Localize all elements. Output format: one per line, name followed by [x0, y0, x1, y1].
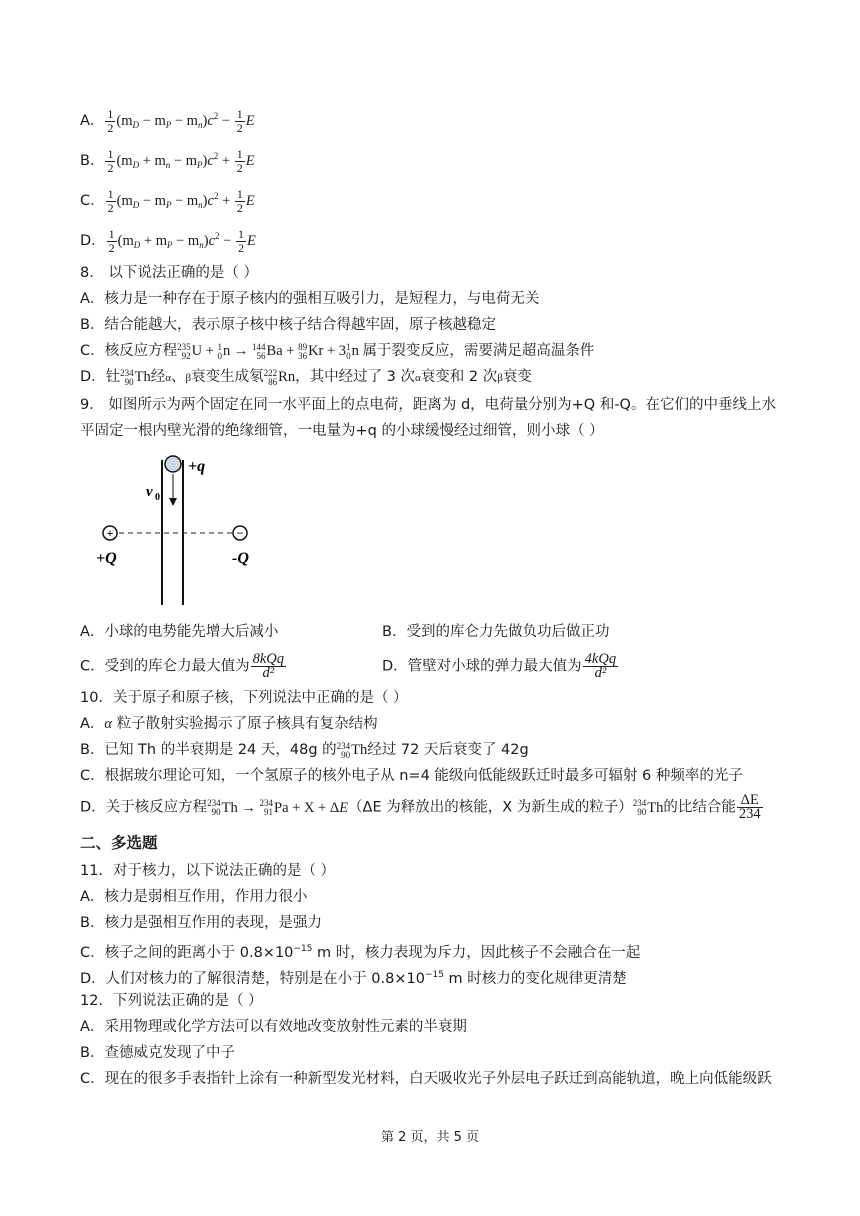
q9-stem-line1: 9． 如图所示为两个固定在同一水平面上的点电荷，距离为 d，电荷量分别为+Q 和-Q。在它们的中垂线上水 [80, 397, 776, 413]
q9-stem-line2: 平固定一根内壁光滑的绝缘细管，一电量为+q 的小球缓慢经过细管，则小球（ ） [80, 423, 604, 439]
label-plus-q-small: +q [188, 458, 206, 475]
q10-option-b: B．已知 Th 的半衰期是 24 天，48g 的 234 90 Th经过 72 天后衰变了 42g [80, 740, 529, 760]
q10-option-a: A．α 粒子散射实验揭示了原子核具有复杂结构 [80, 716, 378, 732]
q12-option-a: A．采用物理或化学方法可以有效地改变放射性元素的半衰期 [80, 1019, 467, 1035]
q9-option-c: C．受到的库仑力最大值为 $\frac{\text{8kQq}}{\text{d²}}$ [80, 651, 285, 681]
q11-option-b: B．核力是强相互作用的表现，是强力 [80, 915, 322, 931]
q10-option-d: D．关于核反应方程 234 90 Th → 234 91 Pa + X + ΔE（ΔE 为释放出的核能，X 为新生成的粒子） 234 90 Th的比结合能 $\frac{\Delta E}{234}$ [80, 792, 761, 822]
plus-charge-sign: + [106, 526, 114, 540]
page-footer: 第 2 页，共 5 页 [380, 1130, 480, 1145]
label-plus-Q: +Q [96, 550, 117, 567]
q11-stem: 11．对于核力，以下说法正确的是（ ） [80, 863, 336, 879]
q8-option-c: C．核反应方程 235 92 U + 1 0 n → 144 56 Ba + 89 36 Kr + 3 1 0 n 属于裂变反应，需要满足超高温条件 [80, 341, 595, 361]
minus-charge-sign: − [236, 526, 244, 540]
q10-stem: 10．关于原子和原子核，下列说法中正确的是（ ） [80, 690, 408, 706]
q8-option-a: A．核力是一种存在于原子核内的强相互吸引力，是短程力，与电荷无关 [80, 291, 540, 307]
q9-option-b: B．受到的库仑力先做负功后做正功 [382, 624, 610, 640]
q7-option-d: D． $\frac{1}{2}$ $(m_D + m_P - m_n)c^2$ − $\frac{1}{2}$ E [80, 227, 256, 256]
q8-stem: 8． 以下说法正确的是（ ） [80, 265, 258, 281]
q10-option-c: C．根据玻尔理论可知，一个氢原子的核外电子从 n=4 能级向低能级跃迁时最多可辐射 6 种频率的光子 [80, 768, 743, 784]
section-heading-multi-choice: 二、多选题 [80, 834, 158, 852]
q8-option-b: B．结合能越大，表示原子核中核子结合得越牢固，原子核越稳定 [80, 317, 496, 333]
q9-option-d: D．管壁对小球的弹力最大值为 $\frac{\text{4kQq}}{\text{d²}}$ [382, 651, 617, 681]
q12-option-b: B．查德威克发现了中子 [80, 1045, 235, 1061]
q11-option-c: C．核子之间的距离小于 $0.8\times 10^{-15}$ m 时，核力表现为斥力，因此核子不会融合在一起 [80, 944, 641, 961]
q7-option-a: A． $\frac{1}{2}$ $(m_D - m_P - m_n)c^2$ − $\frac{1}{2}$ E [80, 107, 255, 136]
label-v0-sub: 0 [155, 492, 160, 503]
q12-option-c: C．现在的很多手表指针上涂有一种新型发光材料，白天吸收光子外层电子跃迁到高能轨道，晚上向低能级跃 [80, 1071, 772, 1087]
q8-option-d: D．钍 234 90 Th经α、β衰变生成氡 222 86 Rn，其中经过了 3 次α衰变和 2 次β衰变 [80, 367, 532, 387]
q9-figure [90, 450, 280, 610]
q11-option-d: D．人们对核力的了解很清楚，特别是在小于 $0.8\times 10^{-15}$ m 时核力的变化规律更清楚 [80, 970, 627, 987]
q11-option-a: A．核力是弱相互作用，作用力很小 [80, 889, 308, 905]
label-minus-Q: -Q [232, 550, 249, 567]
q12-stem: 12．下列说法正确的是（ ） [80, 993, 263, 1009]
q7-option-b: B． $\frac{1}{2}$ $(m_D + m_n - m_P)c^2$ + $\frac{1}{2}$ E [80, 147, 255, 176]
label-v0: v [146, 484, 153, 500]
q7-option-c: C． $\frac{1}{2}$ $(m_D - m_P - m_n)c^2$ + $\frac{1}{2}$ E [80, 187, 255, 216]
q9-option-a: A．小球的电势能先增大后减小 [80, 624, 279, 640]
